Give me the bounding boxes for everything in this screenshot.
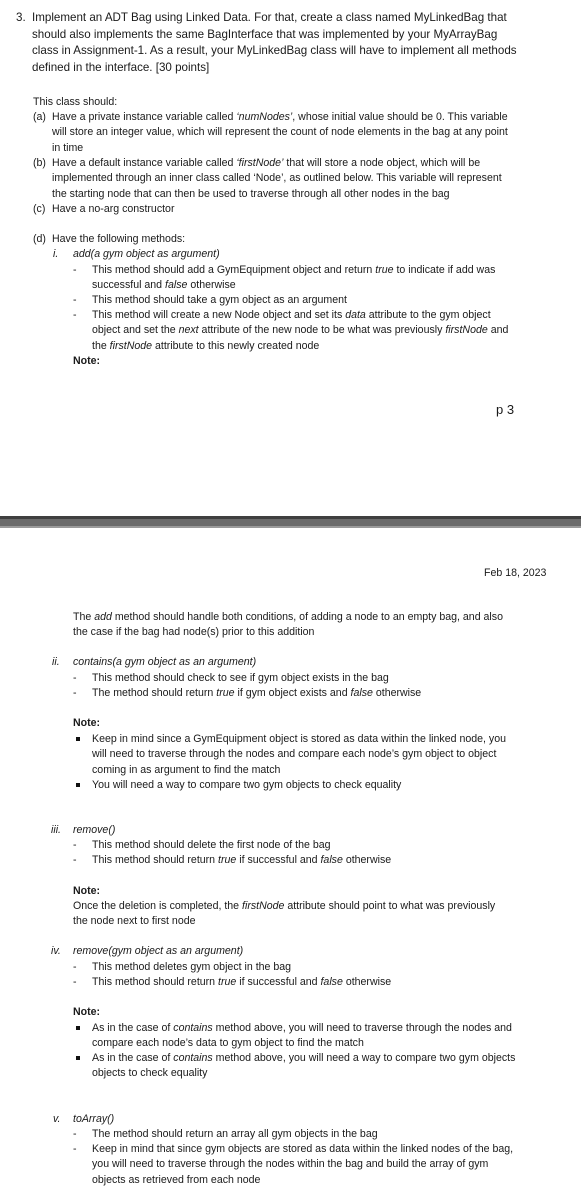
item-a-label: (a) xyxy=(33,111,46,123)
method-contains-heading: contains(a gym object as an argument) xyxy=(73,656,257,668)
item-c-text: Have a no-arg constructor xyxy=(52,203,175,215)
q3-line-3: class in Assignment-1. As a result, your MyLinkedBag class will have to implement all methods xyxy=(32,44,517,58)
contains-bullet-2: The method should return true if gym object exists and false otherwise xyxy=(92,687,422,699)
contains-bullet-1: This method should check to see if gym object exists in the bag xyxy=(92,672,389,684)
remove-object-note-1: As in the case of contains method above, you will need to traverse through the nodes and compare each node’s data to gym object to find the match xyxy=(92,1022,512,1050)
dash-bullet: - xyxy=(73,1143,77,1155)
remove-object-bullet-2: This method should return true if successful and false otherwise xyxy=(92,976,392,988)
square-bullet xyxy=(76,1056,80,1060)
item-d-text: Have the following methods: xyxy=(52,233,186,245)
numnodes-term: ‘numNodes’ xyxy=(236,111,293,123)
add-continued-text: The add method should handle both conditions, of adding a node to an empty bag, and also the case if the bag had node(s) prior to this addition xyxy=(73,611,503,639)
toarray-bullet-2: Keep in mind that since gym objects are stored as data within the linked nodes of the bag, you will need to traverse through the nodes within the bag and build the array of gym objects as retrieved from each node xyxy=(92,1143,514,1186)
contains-note-label: Note: xyxy=(73,717,101,729)
dash-bullet: - xyxy=(73,687,77,699)
square-bullet xyxy=(76,783,80,787)
toarray-bullet-1: The method should return an array all gym objects in the bag xyxy=(92,1128,378,1140)
question-number: 3. xyxy=(16,11,26,24)
page-date: Feb 18, 2023 xyxy=(484,567,547,579)
remove-object-bullet-1: This method deletes gym object in the bag xyxy=(92,961,292,973)
remove-note-text: Once the deletion is completed, the firstNode attribute should point to what was previously the node next to first node xyxy=(73,900,496,928)
class-should-heading: This class should: xyxy=(33,96,118,108)
page-divider xyxy=(0,516,581,528)
q3-line-2: should also implements the same BagInterface that was implemented by your MyArrayBag xyxy=(32,27,498,41)
method-add-heading: add(a gym object as argument) xyxy=(73,248,220,260)
dash-bullet: - xyxy=(73,264,77,276)
method-iii-number: iii. xyxy=(51,824,62,836)
remove-bullet-1: This method should delete the first node of the bag xyxy=(92,839,331,851)
add-bullet-3: This method will create a new Node object and set its data attribute to the gym object object and set the next attribute of the new node to be what was previously firstNode and the firstNode attribute to this newly created node xyxy=(92,309,509,352)
page-1 xyxy=(0,0,581,516)
question-3-text xyxy=(32,10,572,76)
dash-bullet: - xyxy=(73,976,77,988)
remove-note-label: Note: xyxy=(73,885,101,897)
item-b-text: Have a default instance variable called ‘firstNode’ that will store a node object, which will be implemented through an inner class called ‘Node’, as outlined below. This variable will represent the starting node that can then be used to traverse through all other nodes in the bag xyxy=(52,157,502,200)
remove-object-note-2: As in the case of contains method above, you will need a way to compare two gym objects objects to check equality xyxy=(92,1052,516,1080)
add-bullet-1: This method should add a GymEquipment object and return true to indicate if add was successful and false otherwise xyxy=(92,264,496,292)
add-note-label: Note: xyxy=(73,355,101,367)
remove-bullet-2: This method should return true if successful and false otherwise xyxy=(92,854,392,866)
dash-bullet: - xyxy=(73,839,77,851)
dash-bullet: - xyxy=(73,1128,77,1140)
method-remove-heading: remove() xyxy=(73,824,116,836)
method-v-number: v. xyxy=(53,1113,61,1125)
square-bullet xyxy=(76,1026,80,1030)
page-2 xyxy=(0,528,581,1199)
dash-bullet: - xyxy=(73,854,77,866)
remove-object-note-label: Note: xyxy=(73,1006,101,1018)
item-b-label: (b) xyxy=(33,157,46,169)
method-remove-object-heading: remove(gym object as an argument) xyxy=(73,945,244,957)
method-toarray-heading: toArray() xyxy=(73,1113,115,1125)
firstnode-term: ‘firstNode’ xyxy=(236,157,284,169)
q3-line-4: defined in the interface. [30 points] xyxy=(32,60,210,74)
contains-note-1: Keep in mind since a GymEquipment object is stored as data within the linked node, you will need to traverse through the nodes and compare each node’s gym object to object coming in as argument to find the match xyxy=(92,733,506,776)
item-d-label: (d) xyxy=(33,233,46,245)
method-i-number: i. xyxy=(53,248,59,260)
q3-line-1: Implement an ADT Bag using Linked Data. For that, create a class named MyLinkedBag that xyxy=(32,11,507,24)
item-a-text: Have a private instance variable called ‘numNodes’, whose initial value should be 0. This variable will store an integer value, which will represent the count of node elements in the bag at any point in time xyxy=(52,111,508,154)
contains-note-2: You will need a way to compare two gym objects to check equality xyxy=(92,779,402,791)
add-bullet-2: This method should take a gym object as an argument xyxy=(92,294,347,306)
page-number: p 3 xyxy=(496,402,515,417)
item-c-label: (c) xyxy=(33,203,46,215)
dash-bullet: - xyxy=(73,309,77,321)
method-ii-number: ii. xyxy=(52,656,60,668)
dash-bullet: - xyxy=(73,294,77,306)
method-iv-number: iv. xyxy=(51,945,61,957)
dash-bullet: - xyxy=(73,961,77,973)
dash-bullet: - xyxy=(73,672,77,684)
square-bullet xyxy=(76,737,80,741)
